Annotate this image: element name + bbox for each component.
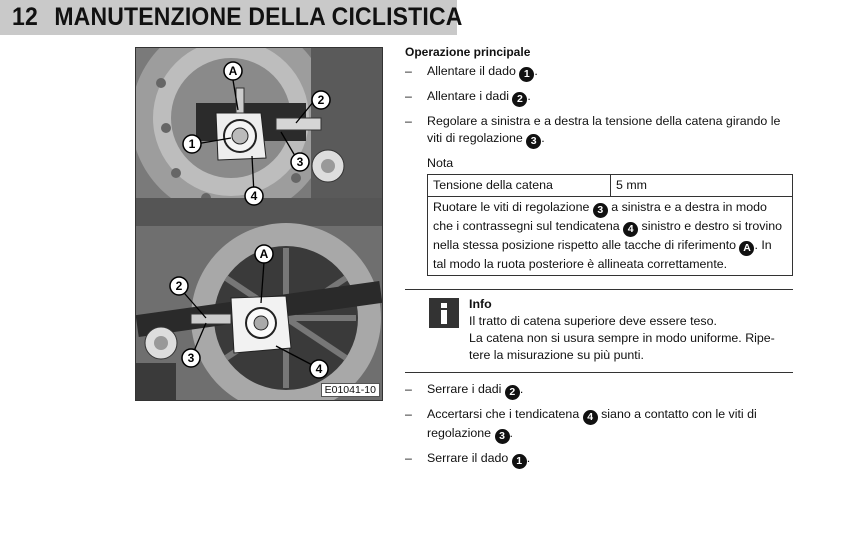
step-end: . (509, 426, 513, 440)
dash: – (405, 407, 412, 421)
desc-text: a sinistra e a destra in modo che i contrassegni sul tendicatena (433, 200, 767, 233)
param-cell: Tensione della catena (428, 175, 611, 197)
figure-illustration (136, 48, 382, 400)
callout-2-bottom-label: 2 (175, 279, 183, 293)
callout-badge-3: 3 (526, 134, 541, 149)
desc-text: Ruotare le viti di regolazione (433, 200, 593, 214)
info-box (405, 289, 793, 373)
nota-label: Nota (427, 156, 454, 170)
callout-badge-1: 1 (519, 67, 534, 82)
step-adjust-tension (405, 113, 793, 149)
table-row (428, 197, 793, 276)
callout-4-top-label: 4 (250, 189, 258, 203)
figure-code: E01041-10 (321, 383, 380, 397)
chapter-number: 12 (12, 3, 38, 31)
callout-badge-2: 2 (505, 385, 520, 400)
section-heading: Operazione principale (405, 45, 531, 59)
step-text: Allentare i dadi (427, 89, 513, 103)
dash: – (405, 451, 412, 465)
step-text: Accertarsi che i tendicatena (427, 407, 583, 421)
step-text: Allentare il dado (427, 64, 520, 78)
callout-2-top-label: 2 (317, 93, 325, 107)
description-cell (428, 197, 793, 276)
callout-3-top-label: 3 (296, 155, 304, 169)
step-loosen-nuts (405, 88, 793, 107)
chapter-title (12, 3, 463, 32)
callout-badge-1: 1 (512, 454, 527, 469)
chapter-title-text: MANUTENZIONE DELLA CICLISTICA (54, 3, 463, 31)
value-cell: 5 mm (611, 175, 793, 197)
callout-badge-a: A (739, 241, 754, 256)
dash: – (405, 64, 412, 78)
info-title: Info (469, 297, 492, 311)
dash: – (405, 89, 412, 103)
step-end: . (526, 451, 531, 465)
callout-badge-4: 4 (623, 222, 638, 237)
step-loosen-nut (405, 63, 793, 82)
info-line-2: La catena non si usura sempre in modo uniforme. Ripe-tere la misurazione su più punti. (469, 331, 775, 362)
desc-text: sinistro e destro si trovino nella stessa posizione rispetto alle tacche di riferimento (433, 219, 783, 252)
dash: – (405, 114, 412, 128)
step-end: . (534, 64, 538, 78)
callout-badge-3: 3 (593, 203, 608, 218)
callout-4-bottom-label: 4 (315, 362, 323, 376)
chapter-header (0, 0, 463, 35)
step-end: . (527, 89, 531, 103)
step-text: Serrare i dadi (427, 382, 505, 396)
step-tighten-nut (405, 450, 793, 469)
callout-badge-3: 3 (495, 429, 510, 444)
step-end: . (519, 382, 524, 396)
steps-after (405, 381, 793, 469)
callout-3-bottom-label: 3 (187, 351, 195, 365)
callout-badge-2: 2 (512, 92, 527, 107)
step-text: Serrare il dado (427, 451, 512, 465)
step-tighten-nuts (405, 381, 793, 400)
step-check-tensioners (405, 406, 793, 444)
callout-a-bottom-label: A (259, 247, 269, 261)
table-row (428, 175, 793, 197)
nota-table (427, 174, 793, 276)
dash: – (405, 382, 412, 396)
desc-text: . In tal modo la ruota posteriore è allineata correttamente. (433, 238, 772, 271)
callout-a-top-label: A (228, 64, 238, 78)
chain-tension-figure (135, 47, 383, 401)
info-line-1: Il tratto di catena superiore deve essere teso. (469, 314, 717, 328)
step-end: . (541, 131, 545, 145)
callout-1-top-label: 1 (188, 137, 196, 151)
step-text: siano a contatto con le viti di regolazione (427, 407, 757, 440)
callout-badge-4: 4 (583, 410, 598, 425)
procedure-text (405, 44, 793, 475)
info-icon (429, 298, 459, 328)
step-text: Regolare a sinistra e a destra la tensione della catena girando le viti di regolazione (427, 114, 781, 145)
